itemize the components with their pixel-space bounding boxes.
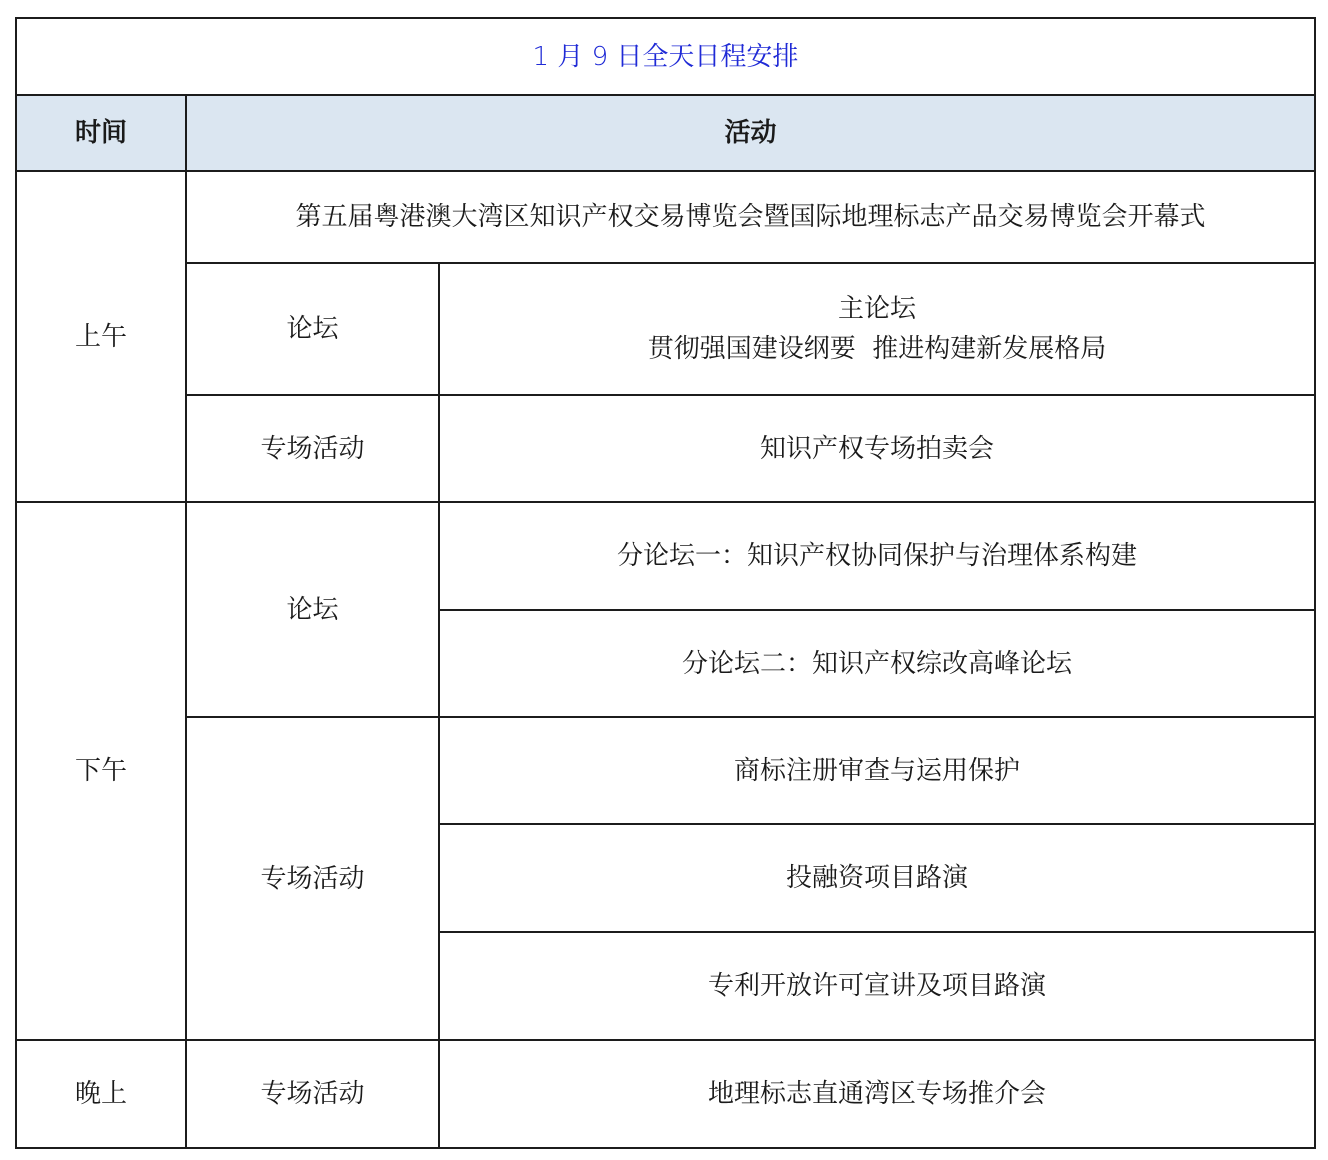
category-special: 专场活动 [186,1040,439,1148]
category-special: 专场活动 [186,717,439,1040]
main-forum-cell [439,263,1315,395]
event-cell: 分论坛一：知识产权协同保护与治理体系构建 [439,502,1315,610]
header-activity: 活动 [186,95,1315,171]
header-row [16,95,1315,171]
period-morning: 上午 [16,171,186,502]
table-row [16,1040,1315,1148]
category-forum: 论坛 [186,502,439,717]
main-forum-subtitle: 贯彻强国建设纲要 推进构建新发展格局 [647,334,1107,364]
table-row [16,171,1315,263]
main-forum-title: 主论坛 [837,294,916,324]
header-time: 时间 [16,95,186,171]
table-row [16,395,1315,502]
table-row [16,263,1315,395]
category-special: 专场活动 [186,395,439,502]
event-cell: 专利开放许可宣讲及项目路演 [439,932,1315,1040]
opening-ceremony: 第五届粤港澳大湾区知识产权交易博览会暨国际地理标志产品交易博览会开幕式 [186,171,1315,263]
title-row [16,18,1315,95]
category-forum: 论坛 [186,263,439,395]
period-afternoon: 下午 [16,502,186,1040]
period-evening: 晚上 [16,1040,186,1148]
table-row [16,717,1315,824]
event-cell: 知识产权专场拍卖会 [439,395,1315,502]
event-cell: 投融资项目路演 [439,824,1315,932]
event-cell: 地理标志直通湾区专场推介会 [439,1040,1315,1148]
table-row [16,502,1315,610]
schedule-title: 1 月 9 日全天日程安排 [16,18,1315,95]
event-cell: 商标注册审查与运用保护 [439,717,1315,824]
schedule-table [15,17,1316,1149]
event-cell: 分论坛二：知识产权综改高峰论坛 [439,610,1315,717]
